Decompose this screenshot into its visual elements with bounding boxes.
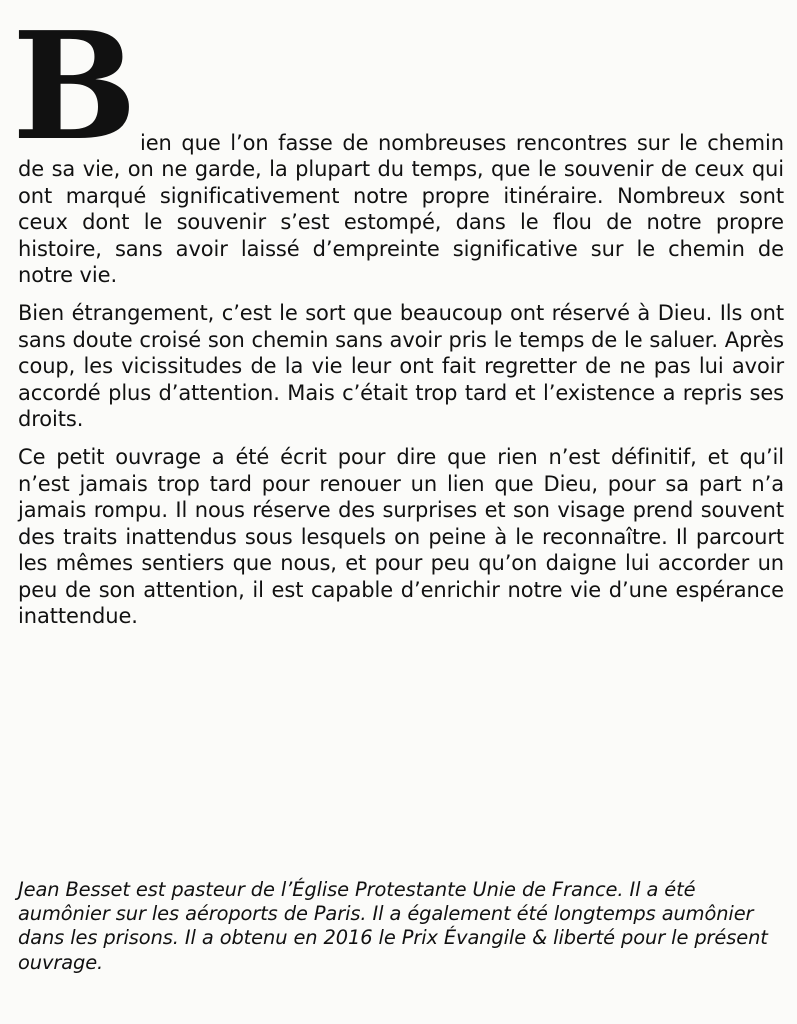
blurb-paragraph-3: Ce petit ouvrage a été écrit pour dire que rien n’est définitif, et qu’il n’est jamais trop tard pour renouer un lien que Dieu, pour sa part n’a jamais rompu. Il nous réserve des surprises et son visage prend souvent des traits inattendus sous lesquels on peine à le reconnaître. Il parcourt les mêmes sentiers que nous, et pour peu qu’on daigne lui accorder un peu de son attention, il est capable d’enrichir notre vie d’une espérance inattendue. [18, 445, 784, 628]
drop-cap-letter: B [12, 0, 137, 173]
blurb-paragraph-1-text: ien que l’on fasse de nombreuses rencontres sur le chemin de sa vie, on ne garde, la plupart du temps, que le souvenir de ceux qui ont marqué significativement notre propre itinéraire. Nombreux sont ceux dont le souvenir s’est estompé, dans le flou de notre propre histoire, sans avoir laissé d’empreinte significative sur le chemin de notre vie. [18, 131, 784, 288]
cover-blurb [12, 0, 784, 629]
author-bio: Jean Besset est pasteur de l’Église Protestante Unie de France. Il a été aumônier sur les aéroports de Paris. Il a également été longtemps aumônier dans les prisons. Il a obtenu en 2016 le Prix Évangile & liberté pour le présent ouvrage. [18, 878, 768, 974]
blurb-paragraph-2: Bien étrangement, c’est le sort que beaucoup ont réservé à Dieu. Ils ont sans doute croisé son chemin sans avoir pris le temps de le saluer. Après coup, les vicissitudes de la vie leur ont fait regretter de ne pas lui avoir accordé plus d’attention. Mais c’était trop tard et l’existence a repris ses droits. [18, 301, 784, 432]
blurb-paragraph-1 [12, 0, 784, 288]
